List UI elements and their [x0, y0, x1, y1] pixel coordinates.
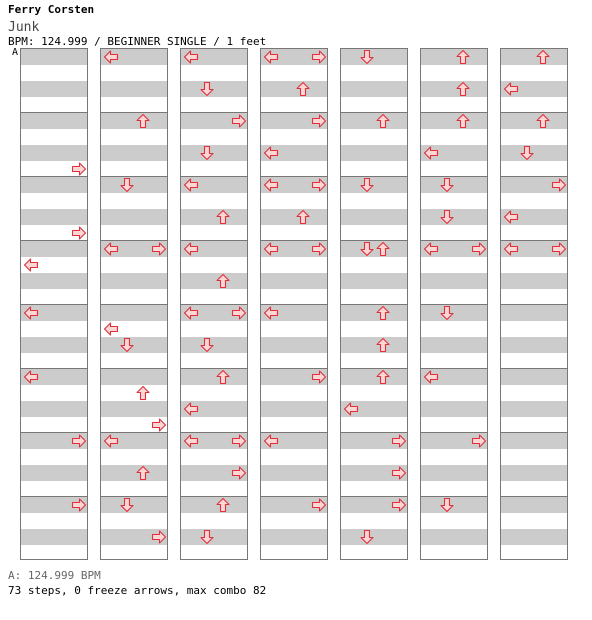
left-arrow-icon: [103, 241, 119, 257]
left-arrow-icon: [503, 81, 519, 97]
up-arrow-icon: [375, 305, 391, 321]
right-arrow-icon: [311, 49, 327, 65]
left-arrow-icon: [183, 433, 199, 449]
beat-band: [421, 401, 487, 417]
up-arrow-icon: [375, 369, 391, 385]
down-arrow-icon: [439, 177, 455, 193]
measure-line: [341, 112, 407, 113]
up-arrow-icon: [215, 369, 231, 385]
beat-band: [101, 113, 167, 129]
left-arrow-icon: [23, 257, 39, 273]
right-arrow-icon: [471, 241, 487, 257]
beat-band: [181, 209, 247, 225]
up-arrow-icon: [135, 113, 151, 129]
beat-band: [181, 497, 247, 513]
beat-band: [421, 113, 487, 129]
down-arrow-icon: [199, 81, 215, 97]
beat-band: [501, 305, 567, 321]
chart-info: BPM: 124.999 / BEGINNER SINGLE / 1 feet: [8, 35, 267, 48]
down-arrow-icon: [519, 145, 535, 161]
up-arrow-icon: [295, 81, 311, 97]
right-arrow-icon: [71, 225, 87, 241]
beat-band: [261, 465, 327, 481]
beat-band: [21, 209, 87, 225]
right-arrow-icon: [71, 497, 87, 513]
right-arrow-icon: [71, 433, 87, 449]
step-stats: 73 steps, 0 freeze arrows, max combo 82: [8, 584, 267, 597]
down-arrow-icon: [359, 177, 375, 193]
down-arrow-icon: [119, 337, 135, 353]
right-arrow-icon: [391, 497, 407, 513]
beat-band: [501, 337, 567, 353]
right-arrow-icon: [231, 305, 247, 321]
up-arrow-icon: [455, 113, 471, 129]
beat-band: [501, 49, 567, 65]
beat-band: [341, 273, 407, 289]
left-arrow-icon: [423, 369, 439, 385]
measure-line: [181, 368, 247, 369]
left-arrow-icon: [103, 49, 119, 65]
down-arrow-icon: [199, 145, 215, 161]
left-arrow-icon: [263, 49, 279, 65]
up-arrow-icon: [455, 49, 471, 65]
down-arrow-icon: [119, 177, 135, 193]
down-arrow-icon: [199, 337, 215, 353]
left-arrow-icon: [263, 433, 279, 449]
beat-band: [501, 113, 567, 129]
beat-band: [21, 145, 87, 161]
left-arrow-icon: [423, 145, 439, 161]
up-arrow-icon: [215, 273, 231, 289]
left-arrow-icon: [343, 401, 359, 417]
beat-band: [21, 177, 87, 193]
beat-band: [341, 337, 407, 353]
bpm-marker-label: A: [12, 47, 19, 58]
measure-line: [501, 112, 567, 113]
beat-band: [501, 529, 567, 545]
beat-band: [341, 145, 407, 161]
beat-band: [501, 401, 567, 417]
beat-band: [21, 241, 87, 257]
measure-line: [101, 304, 167, 305]
measure-line: [181, 496, 247, 497]
right-arrow-icon: [151, 241, 167, 257]
beat-band: [341, 369, 407, 385]
right-arrow-icon: [151, 529, 167, 545]
left-arrow-icon: [423, 241, 439, 257]
down-arrow-icon: [359, 241, 375, 257]
up-arrow-icon: [455, 81, 471, 97]
beat-band: [181, 273, 247, 289]
chart-column-2: [100, 48, 168, 560]
beat-band: [101, 209, 167, 225]
left-arrow-icon: [503, 241, 519, 257]
right-arrow-icon: [551, 177, 567, 193]
measure-line: [501, 368, 567, 369]
right-arrow-icon: [151, 417, 167, 433]
left-arrow-icon: [183, 49, 199, 65]
beat-band: [21, 529, 87, 545]
measure-line: [21, 112, 87, 113]
right-arrow-icon: [311, 177, 327, 193]
beat-band: [421, 49, 487, 65]
measure-line: [501, 496, 567, 497]
right-arrow-icon: [231, 113, 247, 129]
left-arrow-icon: [183, 177, 199, 193]
beat-band: [421, 529, 487, 545]
beat-band: [261, 273, 327, 289]
beat-band: [341, 305, 407, 321]
measure-line: [101, 112, 167, 113]
down-arrow-icon: [439, 209, 455, 225]
right-arrow-icon: [311, 497, 327, 513]
left-arrow-icon: [103, 321, 119, 337]
up-arrow-icon: [535, 49, 551, 65]
chart-column-6: [420, 48, 488, 560]
measure-line: [501, 304, 567, 305]
beat-band: [501, 369, 567, 385]
right-arrow-icon: [311, 369, 327, 385]
up-arrow-icon: [135, 385, 151, 401]
right-arrow-icon: [391, 433, 407, 449]
beat-band: [261, 401, 327, 417]
left-arrow-icon: [183, 401, 199, 417]
down-arrow-icon: [359, 529, 375, 545]
beat-band: [21, 465, 87, 481]
beat-band: [101, 273, 167, 289]
chart-column-3: [180, 48, 248, 560]
beat-band: [101, 401, 167, 417]
beat-band: [341, 113, 407, 129]
beat-band: [421, 81, 487, 97]
beat-band: [341, 209, 407, 225]
beat-band: [21, 81, 87, 97]
up-arrow-icon: [375, 241, 391, 257]
down-arrow-icon: [119, 497, 135, 513]
beat-band: [261, 209, 327, 225]
up-arrow-icon: [375, 337, 391, 353]
up-arrow-icon: [135, 465, 151, 481]
beat-band: [421, 337, 487, 353]
up-arrow-icon: [215, 209, 231, 225]
up-arrow-icon: [215, 497, 231, 513]
left-arrow-icon: [263, 241, 279, 257]
left-arrow-icon: [263, 145, 279, 161]
up-arrow-icon: [375, 113, 391, 129]
beat-band: [421, 465, 487, 481]
beat-band: [341, 81, 407, 97]
measure-line: [341, 368, 407, 369]
measure-line: [421, 112, 487, 113]
right-arrow-icon: [231, 465, 247, 481]
beat-band: [501, 273, 567, 289]
up-arrow-icon: [295, 209, 311, 225]
beat-band: [21, 273, 87, 289]
beat-band: [501, 465, 567, 481]
down-arrow-icon: [199, 529, 215, 545]
beat-band: [501, 433, 567, 449]
right-arrow-icon: [391, 465, 407, 481]
down-arrow-icon: [439, 497, 455, 513]
left-arrow-icon: [183, 305, 199, 321]
measure-line: [341, 304, 407, 305]
left-arrow-icon: [183, 241, 199, 257]
beat-band: [421, 273, 487, 289]
right-arrow-icon: [311, 241, 327, 257]
beat-band: [101, 369, 167, 385]
beat-band: [261, 81, 327, 97]
beat-band: [261, 337, 327, 353]
left-arrow-icon: [263, 177, 279, 193]
left-arrow-icon: [23, 369, 39, 385]
beat-band: [101, 465, 167, 481]
beat-band: [101, 305, 167, 321]
bpm-summary: A: 124.999 BPM: [8, 569, 101, 582]
beat-band: [501, 497, 567, 513]
left-arrow-icon: [23, 305, 39, 321]
beat-band: [181, 369, 247, 385]
chart-column-7: [500, 48, 568, 560]
right-arrow-icon: [71, 161, 87, 177]
down-arrow-icon: [359, 49, 375, 65]
left-arrow-icon: [103, 433, 119, 449]
measure-line: [501, 432, 567, 433]
left-arrow-icon: [503, 209, 519, 225]
chart-column-5: [340, 48, 408, 560]
chart-column-1: [20, 48, 88, 560]
beat-band: [21, 49, 87, 65]
measure-line: [101, 368, 167, 369]
right-arrow-icon: [471, 433, 487, 449]
right-arrow-icon: [551, 241, 567, 257]
beat-band: [21, 337, 87, 353]
beat-band: [101, 145, 167, 161]
up-arrow-icon: [535, 113, 551, 129]
right-arrow-icon: [311, 113, 327, 129]
chart-column-4: [260, 48, 328, 560]
beat-band: [21, 113, 87, 129]
beat-band: [101, 81, 167, 97]
left-arrow-icon: [263, 305, 279, 321]
song-title: Junk: [8, 20, 40, 35]
down-arrow-icon: [439, 305, 455, 321]
beat-band: [21, 401, 87, 417]
artist-name: Ferry Corsten: [8, 3, 95, 16]
beat-band: [261, 529, 327, 545]
right-arrow-icon: [231, 433, 247, 449]
